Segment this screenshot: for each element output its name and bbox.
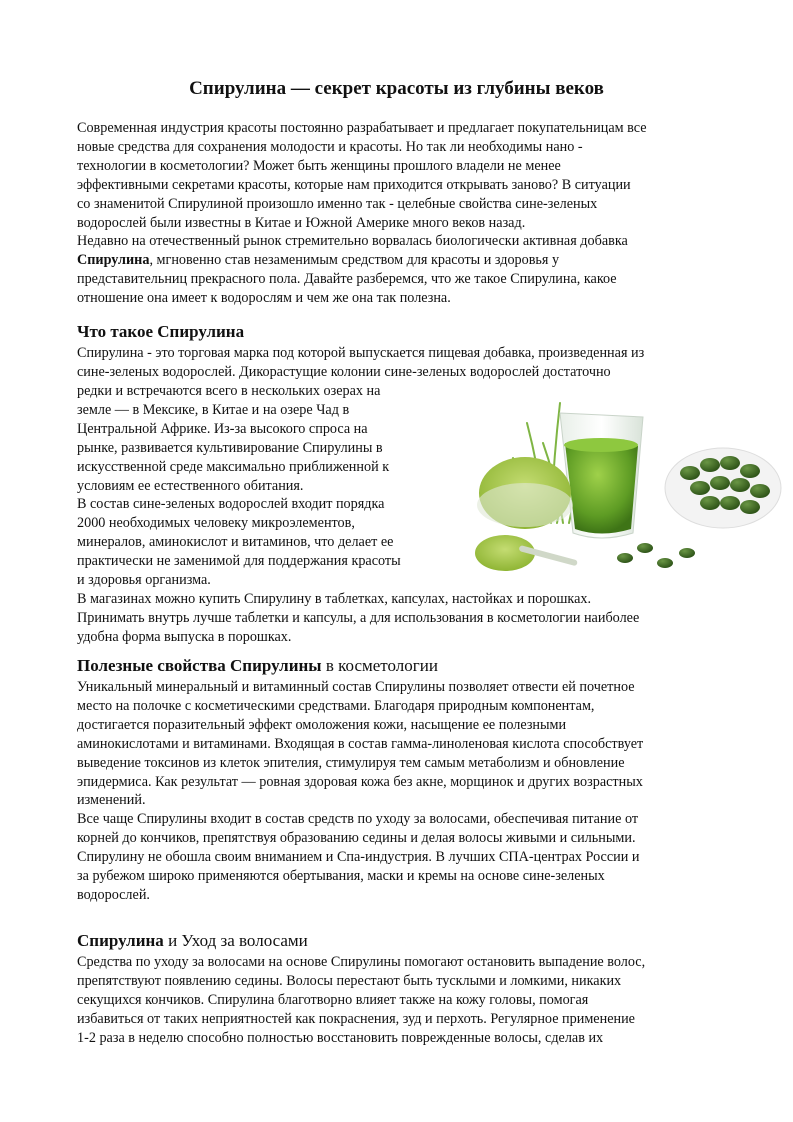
section1-text-narrow xyxy=(77,382,449,590)
text-line: аминокислотами и витаминами. Входящая в состав гамма-линоленовая кислота способствует xyxy=(77,735,644,752)
text-line: изменений. xyxy=(77,792,146,809)
text-line: Принимать внутрь лучше таблетки и капсулы, а для использования в косметологии наиболее xyxy=(77,609,640,626)
section2-text xyxy=(77,678,722,905)
heading-rest: и Уход за волосами xyxy=(163,931,308,950)
text-line: удобна форма выпуска в порошках. xyxy=(77,628,292,645)
text-line: Уникальный минеральный и витаминный состав Спирулины позволяет отвести ей почетное xyxy=(77,679,635,695)
text-line: выведение токсинов из клеток эпителия, стимулируя тем самым метаболизм и обновление xyxy=(77,754,625,771)
text-line: искусственной среде максимально приближенной к xyxy=(77,458,390,475)
text-line: достигается поразительный эффект омоложения кожи, насыщение ее полезными xyxy=(77,716,567,733)
heading-bold: Спирулина xyxy=(77,931,164,950)
text-line: сине-зеленых водорослей. Дикорастущие колонии сине-зеленых водорослей достаточно xyxy=(77,363,611,380)
bold-product-name: Спирулина xyxy=(77,252,150,269)
intro-line-rest: , мгновенно став незаменимым средством для красоты и здоровья у xyxy=(149,252,560,269)
intro-line: отношение она имеет к водорослям и чем же она так полезна. xyxy=(77,290,451,307)
text-line: Средства по уходу за волосами на основе Спирулины помогают остановить выпадение волос, xyxy=(77,954,646,970)
text-line: препятствуют появлению седины. Волосы перестают быть тусклыми и ломкими, никаких xyxy=(77,972,622,989)
text-line: 2000 необходимых человеку микроэлементов, xyxy=(77,515,355,532)
text-line: Центральной Африке. Из-за высокого спроса на xyxy=(77,420,368,437)
intro-line: технологии в косметологии? Может быть женщины прошлого владели не менее xyxy=(77,157,561,174)
section3-text xyxy=(77,953,722,1048)
intro-paragraph xyxy=(77,119,722,308)
spirulina-photo xyxy=(465,383,785,583)
text-line: Спирулину не обошла своим вниманием и Спа-индустрия. В лучших СПА-центрах России и xyxy=(77,849,640,866)
intro-line: со знаменитой Спирулиной произошло именно так - целебные свойства сине-зеленых xyxy=(77,195,598,212)
intro-line: Недавно на отечественный рынок стремительно ворвалась биологически активная добавка xyxy=(77,233,628,250)
text-line: Спирулина - это торговая марка под которой выпускается пищевая добавка, произведенная из xyxy=(77,345,645,361)
section-heading-cosmetology xyxy=(77,656,438,676)
text-line: водорослей. xyxy=(77,886,150,903)
text-line: эпидермиса. Как результат — ровная здоровая кожа без акне, морщинок и других возрастных xyxy=(77,773,643,790)
intro-line xyxy=(77,251,722,270)
text-line: минералов, аминокислот и витаминов, что делает ее xyxy=(77,534,394,551)
text-line: корней до кончиков, препятствуя образованию седины и делая волосы живыми и сильными. xyxy=(77,830,636,847)
text-line: В магазинах можно купить Спирулину в таблетках, капсулах, настойках и порошках. xyxy=(77,591,592,607)
loose-tablet-icon xyxy=(617,543,695,568)
intro-line: представительниц прекрасного пола. Давайте разберемся, что же такое Спирулина, какое xyxy=(77,271,617,288)
text-line: редки и встречаются всего в нескольких озерах на xyxy=(77,383,381,399)
page-title: Спирулина — секрет красоты из глубины веков xyxy=(189,78,604,99)
heading-rest: в косметологии xyxy=(321,656,438,675)
text-line: избавиться от таких неприятностей как покраснения, зуд и перхоть. Регулярное применение xyxy=(77,1010,635,1027)
text-line: и здоровья организма. xyxy=(77,572,211,589)
text-line: место на полочке с косметическими средствами. Благодаря природным компонентам, xyxy=(77,697,595,714)
text-line: условиям ее естественного обитания. xyxy=(77,477,304,494)
intro-line: Современная индустрия красоты постоянно разрабатывает и предлагает покупательницам все xyxy=(77,120,647,136)
text-line: В состав сине-зеленых водорослей входит порядка xyxy=(77,496,385,513)
text-line: Все чаще Спирулины входит в состав средств по уходу за волосами, обеспечивая питание от xyxy=(77,811,639,828)
text-line: рынке, развивается культивирование Спирулины в xyxy=(77,439,383,456)
text-line: за рубежом широко применяются обертывания, маски и кремы на основе сине-зеленых xyxy=(77,868,605,885)
section1-text-top xyxy=(77,344,722,382)
text-line: земле — в Мексике, в Китае и на озере Чад в xyxy=(77,401,350,418)
section1-text-bottom xyxy=(77,590,722,647)
intro-line: водорослей были известны в Китае и Южной Америке много веков назад. xyxy=(77,214,526,231)
powder-spoon-icon xyxy=(475,535,535,571)
text-line: секущихся кончиков. Спирулина благотворно влияет также на кожу головы, помогая xyxy=(77,991,589,1008)
intro-line: эффективными секретами красоты, которые нам приходится открывать заново? В ситуации xyxy=(77,176,631,193)
heading-text: Что такое Спирулина xyxy=(77,322,245,341)
juice-icon xyxy=(565,443,638,534)
text-line: 1-2 раза в неделю способно полностью восстановить поврежденные волосы, сделав их xyxy=(77,1029,604,1046)
section-heading-what-is xyxy=(77,322,244,342)
section-heading-hair-care xyxy=(77,931,308,951)
text-line: практически не заменимой для поддержания красоты xyxy=(77,553,401,570)
intro-line: новые средства для сохранения молодости и красоты. Но так ли необходимы нано - xyxy=(77,138,583,155)
heading-bold: Полезные свойства Спирулины xyxy=(77,656,322,675)
